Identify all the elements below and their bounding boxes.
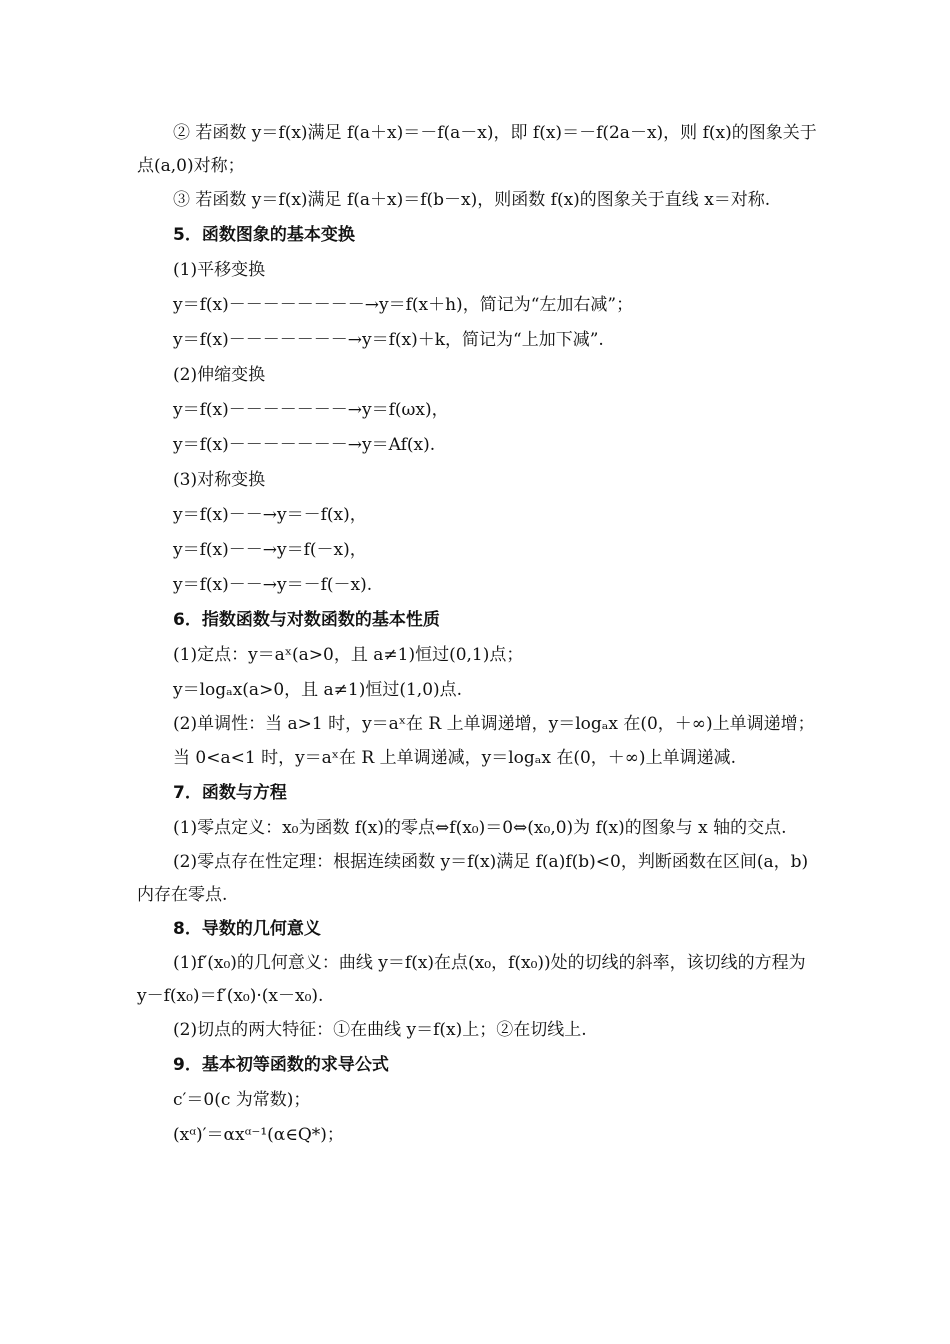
document-body xyxy=(137,117,817,1153)
text-line: (2)伸缩变换 xyxy=(173,365,266,385)
text-line: (1)零点定义：x₀为函数 f(x)的零点⇔f(x₀)＝0⇔(x₀,0)为 f(x)的图象与 x 轴的交点. xyxy=(173,818,787,838)
section-heading: 5．函数图象的基本变换 xyxy=(173,225,355,245)
text-line: (1)平移变换 xyxy=(173,260,266,280)
text-line: (1)f′(x₀)的几何意义：曲线 y＝f(x)在点(x₀，f(x₀))处的切线的斜率，该切线的方程为 y－f(x₀)＝f′(x₀)·(x－x₀). xyxy=(137,953,806,1006)
section-heading: 9．基本初等函数的求导公式 xyxy=(173,1055,389,1075)
text-line: y＝f(x)－－－－－－－→y＝f(ωx)， xyxy=(173,400,449,420)
text-line: 当 0<a<1 时，y＝aˣ在 R 上单调递减，y＝logₐx 在(0，＋∞)上单调递减. xyxy=(173,748,736,768)
text-line: c′＝0(c 为常数)； xyxy=(173,1090,311,1110)
text-line: (2)零点存在性定理：根据连续函数 y＝f(x)满足 f(a)f(b)<0，判断函数在区间(a，b)内存在零点. xyxy=(137,852,809,905)
text-line: ② 若函数 y＝f(x)满足 f(a＋x)＝－f(a－x)，即 f(x)＝－f(2a－x)，则 f(x)的图象关于点(a,0)对称； xyxy=(137,123,817,176)
text-line: y＝f(x)－－－－－－－－→y＝f(x＋h)，简记为“左加右减”； xyxy=(173,295,634,315)
section-heading: 7．函数与方程 xyxy=(173,783,287,803)
section-heading: 8．导数的几何意义 xyxy=(173,919,321,939)
text-line: y＝f(x)－－→y＝f(－x)， xyxy=(173,540,367,560)
text-line: y＝logₐx(a>0，且 a≠1)恒过(1,0)点. xyxy=(173,680,463,700)
text-line: (2)单调性：当 a>1 时，y＝aˣ在 R 上单调递增，y＝logₐx 在(0，＋∞)上单调递增； xyxy=(173,714,815,734)
text-line: (3)对称变换 xyxy=(173,470,266,490)
text-line: (1)定点：y＝aˣ(a>0，且 a≠1)恒过(0,1)点； xyxy=(173,645,524,665)
text-line: ③ 若函数 y＝f(x)满足 f(a＋x)＝f(b－x)，则函数 f(x)的图象关于直线 x＝对称. xyxy=(173,190,771,210)
text-line: y＝f(x)－－－－－－－→y＝Af(x). xyxy=(173,435,436,455)
text-line: (2)切点的两大特征：①在曲线 y＝f(x)上；②在切线上. xyxy=(173,1020,587,1040)
text-line: y＝f(x)－－－－－－－→y＝f(x)＋k，简记为“上加下减”. xyxy=(173,330,604,350)
text-line: y＝f(x)－－→y＝－f(x)， xyxy=(173,505,367,525)
text-line: y＝f(x)－－→y＝－f(－x). xyxy=(173,575,373,595)
section-heading: 6．指数函数与对数函数的基本性质 xyxy=(173,610,440,630)
text-line: (xᵅ)′＝αxᵅ⁻¹(α∈Q*)； xyxy=(173,1125,344,1145)
